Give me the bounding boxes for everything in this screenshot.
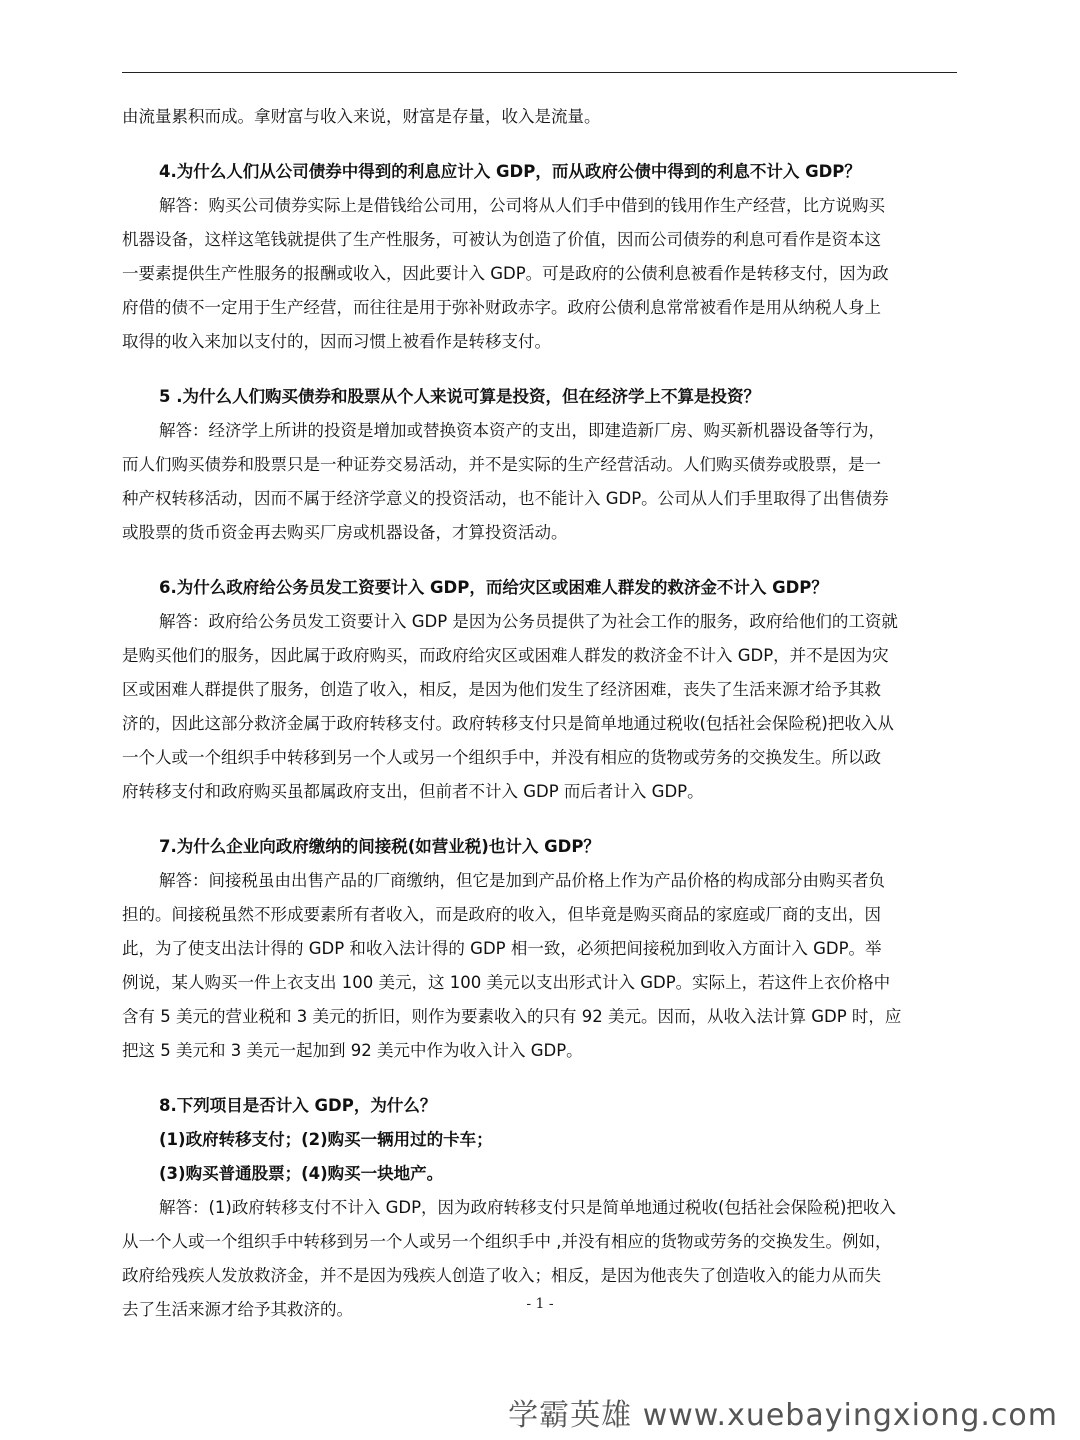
paragraph-gap xyxy=(122,809,957,830)
text-line: 例说，某人购买一件上衣支出 100 美元，这 100 美元以支出形式计入 GDP。实际上，若这件上衣价格中 xyxy=(122,973,891,992)
text-line: 区或困难人群提供了服务，创造了收入，相反，是因为他们发生了经济困难，丧失了生活来源才给予其救 xyxy=(122,680,881,699)
question-heading xyxy=(122,571,957,605)
header-rule xyxy=(122,72,957,73)
question-line: 6.为什么政府给公务员发工资要计入 GDP，而给灾区或困难人群发的救济金不计入 GDP？ xyxy=(159,578,828,597)
question-line: (1)政府转移支付；(2)购买一辆用过的卡车； xyxy=(159,1130,493,1149)
text-line: 解答：经济学上所讲的投资是增加或替换资本资产的支出，即建造新厂房、购买新机器设备等行为， xyxy=(159,421,885,440)
question-line: (3)购买普通股票；(4)购买一块地产。 xyxy=(159,1164,444,1183)
paragraph-gap xyxy=(122,134,957,155)
text-line: 把这 5 美元和 3 美元一起加到 92 美元中作为收入计入 GDP。 xyxy=(122,1041,583,1060)
text-line: 从一个人或一个组织手中转移到另一个人或另一个组织手中 ,并没有相应的货物或劳务的交换发生。例如， xyxy=(122,1232,892,1251)
paragraph-gap xyxy=(122,359,957,380)
text-line: 去了生活来源才给予其救济的。 xyxy=(122,1300,353,1319)
text-line: 种产权转移活动，因而不属于经济学意义的投资活动，也不能计入 GDP。公司从人们手里取得了出售债券 xyxy=(122,489,889,508)
text-line: 含有 5 美元的营业税和 3 美元的折旧，则作为要素收入的只有 92 美元。因而，从收入法计算 GDP 时，应 xyxy=(122,1007,902,1026)
text-line: 而人们购买债券和股票只是一种证券交易活动，并不是实际的生产经营活动。人们购买债券或股票，是一 xyxy=(122,455,881,474)
question-line: 8.下列项目是否计入 GDP，为什么？ xyxy=(159,1096,437,1115)
text-line: 政府给残疾人发放救济金，并不是因为残疾人创造了收入；相反，是因为他丧失了创造收入的能力从而失 xyxy=(122,1266,881,1285)
text-line: 济的，因此这部分救济金属于政府转移支付。政府转移支付只是简单地通过税收(包括社会保险税)把收入从 xyxy=(122,714,894,733)
answer-paragraph xyxy=(122,189,957,359)
text-line: 一要素提供生产性服务的报酬或收入，因此要计入 GDP。可是政府的公债利息被看作是转移支付，因为政 xyxy=(122,264,889,283)
answer-paragraph xyxy=(122,864,957,1068)
answer-paragraph xyxy=(122,414,957,550)
text-line: 是购买他们的服务，因此属于政府购买，而政府给灾区或困难人群发的救济金不计入 GDP，并不是因为灾 xyxy=(122,646,889,665)
question-line: 5 .为什么人们购买债券和股票从个人来说可算是投资，但在经济学上不算是投资？ xyxy=(159,387,760,406)
paragraph-gap xyxy=(122,550,957,571)
text-line: 解答：政府给公务员发工资要计入 GDP 是因为公务员提供了为社会工作的服务，政府给他们的工资就 xyxy=(159,612,898,631)
text-line: 解答：间接税虽由出售产品的厂商缴纳，但它是加到产品价格上作为产品价格的构成部分由购买者负 xyxy=(159,871,885,890)
text-line: 或股票的货币资金再去购买厂房或机器设备，才算投资活动。 xyxy=(122,523,568,542)
page-number: - 1 - xyxy=(526,1296,554,1312)
paragraph-gap xyxy=(122,1068,957,1089)
text-line: 由流量累积而成。拿财富与收入来说，财富是存量，收入是流量。 xyxy=(122,107,601,126)
document-body xyxy=(122,100,957,1327)
question-line: 7.为什么企业向政府缴纳的间接税(如营业税)也计入 GDP？ xyxy=(159,837,600,856)
text-line: 府借的债不一定用于生产经营，而往往是用于弥补财政赤字。政府公债利息常常被看作是用从纳税人身上 xyxy=(122,298,881,317)
question-heading xyxy=(122,380,957,414)
text-line: 府转移支付和政府购买虽都属政府支出，但前者不计入 GDP 而后者计入 GDP。 xyxy=(122,782,704,801)
site-watermark: 学霸英雄 www.xuebayingxiong.com xyxy=(508,1398,1058,1433)
text-line: 一个人或一个组织手中转移到另一个人或另一个组织手中，并没有相应的货物或劳务的交换发生。所以政 xyxy=(122,748,881,767)
text-paragraph xyxy=(122,100,957,134)
text-line: 解答：购买公司债券实际上是借钱给公司用，公司将从人们手中借到的钱用作生产经营，比方说购买 xyxy=(159,196,885,215)
text-line: 此，为了使支出法计得的 GDP 和收入法计得的 GDP 相一致，必须把间接税加到收入方面计入 GDP。举 xyxy=(122,939,882,958)
text-line: 解答：(1)政府转移支付不计入 GDP，因为政府转移支付只是简单地通过税收(包括社会保险税)把收入 xyxy=(159,1198,896,1217)
question-heading xyxy=(122,1089,957,1191)
question-line: 4.为什么人们从公司债券中得到的利息应计入 GDP，而从政府公债中得到的利息不计入 GDP？ xyxy=(159,162,861,181)
text-line: 担的。间接税虽然不形成要素所有者收入，而是政府的收入，但毕竟是购买商品的家庭或厂商的支出，因 xyxy=(122,905,881,924)
text-line: 机器设备，这样这笔钱就提供了生产性服务，可被认为创造了价值，因而公司债券的利息可看作是资本这 xyxy=(122,230,881,249)
question-heading xyxy=(122,830,957,864)
answer-paragraph xyxy=(122,605,957,809)
question-heading xyxy=(122,155,957,189)
text-line: 取得的收入来加以支付的，因而习惯上被看作是转移支付。 xyxy=(122,332,551,351)
